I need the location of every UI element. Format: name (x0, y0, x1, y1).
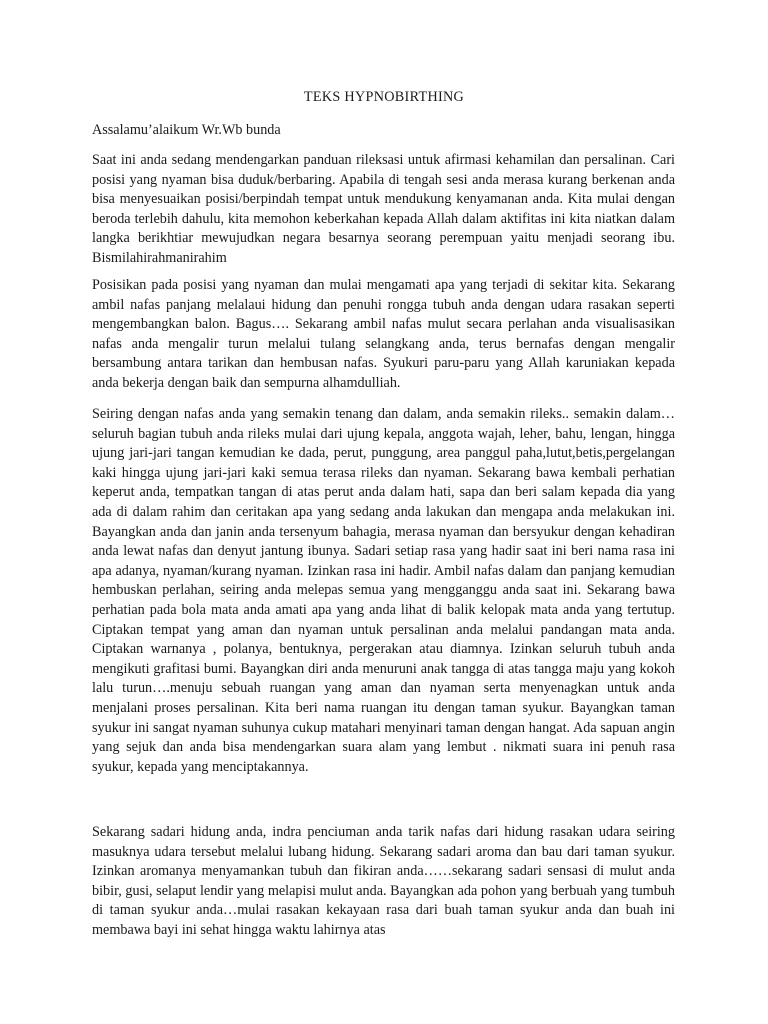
paragraph-relaxation: Seiring dengan nafas anda yang semakin tenang dan dalam, anda semakin rileks.. semakin dalam… seluruh bagian tubuh anda rileks mulai dari ujung kepala, anggota wajah, leher, bahu, lengan, hingga ujung jari-jari tangan kemudian ke dada, perut, punggung, area panggul paha,lutut,betis,pergelangan kaki hingga ujung jari-jari kaki semua terasa rileks dan nyaman. Sekarang bawa kembali perhatian keperut anda, tempatkan tangan di atas perut anda dalam hati, sapa dan beri salam kepada dia yang ada di dalam rahim dan ceritakan apa yang sedang anda lakukan dan mengapa anda melakukan ini. Bayangkan anda dan janin anda tersenyum bahagia, merasa nyaman dan bersyukur dengan kehadiran anda lewat nafas dan denyut jantung ibunya. Sadari setiap rasa yang hadir saat ini beri nama rasa ini apa adanya, nyaman/kurang nyaman. Izinkan rasa ini hadir. Ambil nafas dalam dan panjang kemudian hembuskan perlahan, seiring anda melepas semua yang mengganggu anda saat ini. Sekarang bawa perhatian pada bola mata anda amati apa yang anda lihat di balik kelopak mata anda yang tertutup. Ciptakan tempat yang aman dan nyaman untuk persalinan anda melalui pandangan mata anda. Ciptakan warnanya , polanya, bentuknya, pergerakan atau diamnya. Izinkan seluruh tubuh anda mengikuti grafitasi bumi. Bayangkan diri anda menuruni anak tangga di atas tangga maju yang kokoh lalu turun….menuju sebuah ruangan yang aman dan nyaman serta menyenagkan untuk anda menjalani proses persalinan. Kita beri nama ruangan itu dengan taman syukur. Bayangkan taman syukur ini sangat nyaman suhunya cukup matahari menyinari taman dengan hangat. Ada sapuan angin yang sejuk dan anda bisa mendengarkan suara alam yang lembut . nikmati suara ini penuh rasa syukur, kepada yang menciptakannya. (92, 406, 675, 775)
paragraph-breathing: Posisikan pada posisi yang nyaman dan mulai mengamati apa yang terjadi di sekitar kita. Sekarang ambil nafas panjang melalaui hidung dan penuhi rongga tubuh anda dengan udara rasakan seperti mengembangkan balon. Bagus…. Sekarang ambil nafas mulut secara perlahan anda visualisasikan nafas anda mengalir turun melalui tulang selangkang anda, terus bernafas dengan mengalir bersambung antara tarikan dan hembusan nafas. Syukuri paru-paru yang Allah karuniakan kepada anda bekerja dengan baik dan sempurna alhamdulliah. (92, 277, 675, 391)
salutation: Assalamu’alaikum Wr.Wb bunda (92, 122, 281, 138)
paragraph-intro: Saat ini anda sedang mendengarkan panduan rileksasi untuk afirmasi kehamilan dan persalinan. Cari posisi yang nyaman bisa duduk/berbaring. Apabila di tengah sesi anda merasa kurang berkenan anda bisa menyesuaikan posisi/berpindah tempat untuk mendukung kenyamanan anda. Kita mulai dengan beroda terlebih dahulu, kita memohon keberkahan kepada Allah dalam aktifitas ini kita niatkan dalam langka berikhtiar mewujudkan negara besarnya seorang perempuan yaitu menjadi seorang ibu. Bismilahirahmanirahim (92, 152, 675, 266)
paragraph-senses: Sekarang sadari hidung anda, indra penciuman anda tarik nafas dari hidung rasakan udara seiring masuknya udara tersebut melalui lubang hidung. Sekarang sadari aroma dan bau dari taman syukur. Izinkan aromanya menyamankan tubuh dan fikiran anda……sekarang sadari sensasi di mulut anda bibir, gusi, selaput lendir yang melapisi mulut anda. Bayangkan ada pohon yang berbuah yang tumbuh di taman syukur anda…mulai rasakan kekayaan rasa dari buah taman syukur anda dan buah ini membawa bayi ini sehat hingga waktu lahirnya atas (92, 824, 675, 938)
document-title: TEKS HYPNOBIRTHING (303, 89, 465, 105)
